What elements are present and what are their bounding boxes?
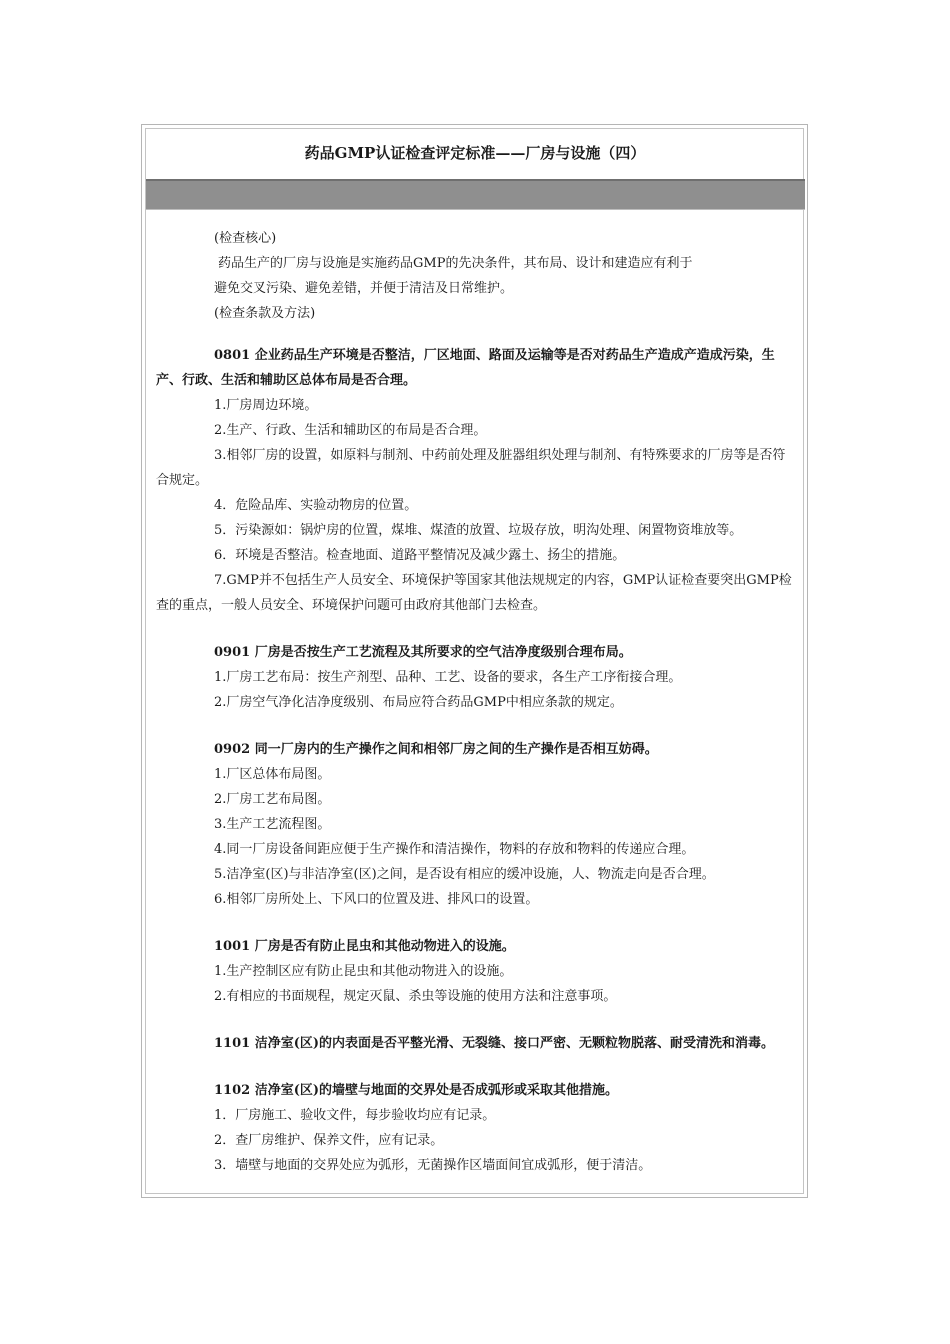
section-head-0901: 0901 厂房是否按生产工艺流程及其所要求的空气洁净度级别合理布局。 [214, 645, 632, 660]
list-item: 2.生产、行政、生活和辅助区的布局是否合理。 [214, 423, 487, 438]
document-body [156, 226, 798, 1178]
spacer [156, 1009, 798, 1031]
spacer [156, 326, 798, 343]
spacer [156, 618, 798, 640]
section-head-1101: 1101 洁净室(区)的内表面是否平整光滑、无裂缝、接口严密、无颗粒物脱落、耐受清洗和消毒。 [214, 1036, 775, 1051]
list-item: 5．污染源如：锅炉房的位置，煤堆、煤渣的放置、垃圾存放，明沟处理、闲置物资堆放等。 [214, 523, 743, 538]
list-item: 1.厂区总体布局图。 [214, 767, 331, 782]
list-item: 3．墙壁与地面的交界处应为弧形，无菌操作区墙面间宜成弧形，便于清洁。 [214, 1158, 652, 1173]
list-item: 1.厂房周边环境。 [214, 398, 318, 413]
page-title: 药品GMP认证检查评定标准——厂房与设施（四） [304, 144, 646, 162]
list-item: 4．危险品库、实验动物房的位置。 [214, 498, 418, 513]
section-head-0801: 0801 企业药品生产环境是否整洁，厂区地面、路面及运输等是否对药品生产造成产造成污染，生产、行政、生活和辅助区总体布局是否合理。 [156, 348, 775, 388]
spacer [156, 912, 798, 934]
list-item: 1.生产控制区应有防止昆虫和其他动物进入的设施。 [214, 964, 513, 979]
list-item: 6．环境是否整洁。检查地面、道路平整情况及减少露土、扬尘的措施。 [214, 548, 626, 563]
spacer [156, 1056, 798, 1078]
section-head-1001: 1001 厂房是否有防止昆虫和其他动物进入的设施。 [214, 939, 515, 954]
section-head-1102: 1102 洁净室(区)的墙壁与地面的交界处是否成弧形或采取其他措施。 [214, 1083, 619, 1098]
core-line-1: 药品生产的厂房与设施是实施药品GMP的先决条件，其布局、设计和建造应有利于 [218, 256, 693, 271]
list-item: 2.厂房空气净化洁净度级别、布局应符合药品GMP中相应条款的规定。 [214, 695, 623, 710]
list-item: 1．厂房施工、验收文件，每步验收均应有记录。 [214, 1108, 496, 1123]
list-item: 2.有相应的书面规程，规定灭鼠、杀虫等设施的使用方法和注意事项。 [214, 989, 617, 1004]
list-item: 1.厂房工艺布局：按生产剂型、品种、工艺、设备的要求，各生产工序衔接合理。 [214, 670, 682, 685]
core-line-2: 避免交叉污染、避免差错，并便于清洁及日常维护。 [214, 281, 514, 296]
section-head-0902: 0902 同一厂房内的生产操作之间和相邻厂房之间的生产操作是否相互妨碍。 [214, 742, 658, 757]
header-bar [146, 179, 805, 210]
list-item: 7.GMP并不包括生产人员安全、环境保护等国家其他法规规定的内容，GMP认证检查要突出GMP检查的重点，一般人员安全、环境保护问题可由政府其他部门去检查。 [156, 573, 792, 613]
method-heading: (检查条款及方法) [214, 306, 316, 321]
list-item: 2.厂房工艺布局图。 [214, 792, 331, 807]
list-item: 2．查厂房维护、保养文件，应有记录。 [214, 1133, 444, 1148]
list-item: 6.相邻厂房所处上、下风口的位置及进、排风口的设置。 [214, 892, 539, 907]
spacer [156, 715, 798, 737]
list-item: 3.相邻厂房的设置，如原料与制剂、中药前处理及脏器组织处理与制剂、有特殊要求的厂房等是否符合规定。 [156, 448, 786, 488]
list-item: 5.洁净室(区)与非洁净室(区)之间，是否设有相应的缓冲设施，人、物流走向是否合理。 [214, 867, 715, 882]
list-item: 4.同一厂房设备间距应便于生产操作和清洁操作，物料的存放和物料的传递应合理。 [214, 842, 695, 857]
list-item: 3.生产工艺流程图。 [214, 817, 331, 832]
core-heading: (检查核心) [214, 231, 277, 246]
